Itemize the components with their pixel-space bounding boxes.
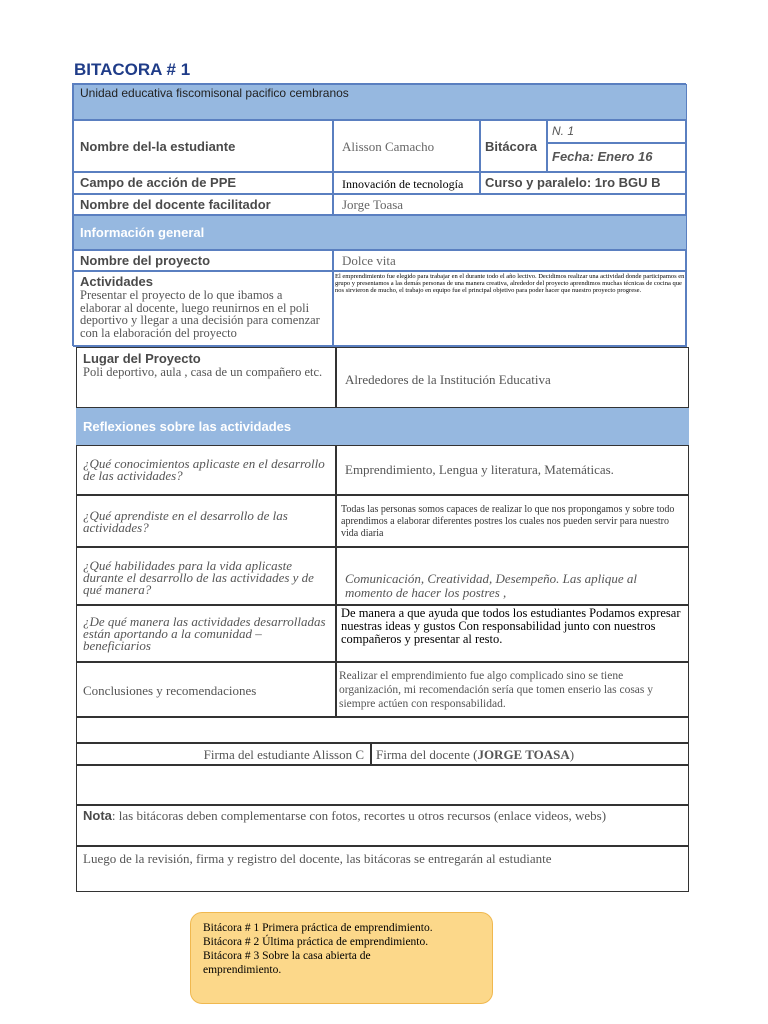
callout-line: Bitácora # 2 Última práctica de emprendimiento.: [203, 936, 429, 948]
course-label: Curso y paralelo: 1ro BGU B: [485, 175, 661, 190]
bitacora-label-cell: [480, 120, 547, 172]
student-label-cell: [73, 120, 333, 172]
note-label: Nota: [83, 808, 112, 823]
project-value-cell: [333, 250, 687, 271]
note-cell: [76, 805, 689, 846]
field-value: Innovación de tecnología: [342, 177, 464, 191]
question-4: ¿De qué manera las actividades desarrolladas están aportando a la comunidad – beneficiarios: [83, 614, 326, 653]
review-cell: [76, 846, 689, 892]
field-label-cell: [73, 172, 333, 194]
place-label: Lugar del Proyecto: [83, 351, 201, 366]
student-signature: Firma del estudiante Alisson C: [203, 747, 364, 762]
student-value-cell: [333, 120, 480, 172]
activities-value-cell: [333, 271, 687, 347]
project-value: Dolce vita: [342, 253, 396, 268]
project-label: Nombre del proyecto: [80, 253, 211, 268]
student-label: Nombre del-la estudiante: [80, 139, 236, 154]
teacher-value-cell: [333, 194, 687, 215]
reflections-label: Reflexiones sobre las actividades: [83, 419, 292, 434]
teacher-signature-name: JORGE TOASA: [477, 747, 570, 762]
general-info-header: [73, 215, 687, 250]
q3-cell: [76, 547, 336, 605]
question-2: ¿Qué aprendiste en el desarrollo de las actividades?: [83, 508, 288, 535]
teacher-label: Nombre del docente facilitador: [80, 197, 271, 212]
place-value: Alrededores de la Institución Educativa: [345, 372, 551, 387]
page-title: BITACORA # 1: [74, 60, 191, 79]
q2-cell: [76, 495, 336, 547]
place-description: Poli deportivo, aula , casa de un compañero etc.: [83, 365, 323, 379]
activities-label-cell: [73, 271, 333, 347]
details-table: [76, 347, 689, 892]
project-label-cell: [73, 250, 333, 271]
review-text: Luego de la revisión, firma y registro del docente, las bitácoras se entregarán al estudiante: [83, 851, 552, 866]
teacher-signature-prefix: Firma del docente (: [376, 747, 478, 762]
note-text: : las bitácoras deben complementarse con fotos, recortes u otros recursos (enlace videos, webs): [111, 808, 607, 823]
question-1: ¿Qué conocimientos aplicaste en el desarrollo de las actividades?: [83, 456, 325, 483]
conclusions-value: Realizar el emprendimiento fue algo complicado sino se tiene organización, mi recomendación sería que tomen enserio las cosas y siempre actúen con responsabilidad.: [339, 670, 654, 710]
institution-row: [73, 84, 687, 120]
institution-name: Unidad educativa fiscomisonal pacifico cembranos: [80, 86, 349, 100]
callout-line: Bitácora # 3 Sobre la casa abierta de: [203, 950, 371, 962]
answer-4: De manera a que ayuda que todos los estudiantes Podamos expresar nuestras ideas y gustos Con responsabilidad junto con nuestros compañeros y presentar al resto.: [341, 606, 681, 646]
bitacora-list-callout: [190, 912, 493, 1004]
general-info-label: Información general: [80, 225, 205, 240]
field-label: Campo de acción de PPE: [80, 175, 237, 190]
answer-3: Comunicación, Creatividad, Desempeño. Las aplique al momento de hacer los postres ,: [345, 571, 637, 600]
header-table: [72, 83, 686, 346]
callout-line: Bitácora # 1 Primera práctica de emprendimiento.: [203, 922, 433, 934]
activities-value: El emprendimiento fue elegido para trabajar en el durante todo el año lectivo. Decidimos realizar una actividad donde participamos en grupo y presentamos a las demás personas de una manera creativa, alrededor del proyecto aprendimos muchas técnicas de cocina que nos sirvieron de mucho, el trabajo en equipo fue el principal objetivo para poder hacer que nuestro proyecto progrese.: [335, 273, 685, 294]
a2-cell: [336, 495, 689, 547]
student-signature-cell: [76, 743, 371, 765]
conclusions-value-cell: [336, 662, 689, 717]
q1-cell: [76, 445, 336, 495]
teacher-signature-suffix: ): [569, 747, 575, 762]
blank-row-2: [76, 765, 689, 805]
student-value: Alisson Camacho: [342, 139, 435, 154]
answer-1: Emprendimiento, Lengua y literatura, Matemáticas.: [345, 462, 614, 477]
place-label-cell: [76, 347, 336, 408]
field-value-cell: [333, 172, 480, 194]
callout-line: emprendimiento.: [203, 964, 282, 976]
activities-description: Presentar el proyecto de lo que ibamos a elaborar al docente, luego reunirnos en el poli deportivo y llegar a una decisión para comenzar con la elaboración del proyecto: [80, 288, 320, 340]
answer-2: Todas las personas somos capaces de realizar lo que nos propongamos y sobre todo aprendimos a elaborar diferentes postres los cuales nos pueden servir para nuestro vida diaria: [341, 504, 675, 539]
course-cell: [480, 172, 687, 194]
q4-cell: [76, 605, 336, 662]
reflections-header: [76, 408, 689, 445]
teacher-value: Jorge Toasa: [342, 197, 404, 212]
a4-cell: [336, 605, 689, 662]
activities-label: Actividades: [80, 274, 153, 289]
bitacora-label: Bitácora: [485, 139, 538, 154]
place-value-cell: [336, 347, 689, 408]
bitacora-number: N. 1: [552, 124, 575, 138]
a3-cell: [336, 547, 689, 605]
conclusions-label: Conclusiones y recomendaciones: [83, 683, 257, 698]
bitacora-number-cell: [547, 120, 687, 143]
blank-row-1: [76, 717, 689, 743]
question-3: ¿Qué habilidades para la vida aplicaste durante el desarrollo de las actividades y de qué manera?: [83, 558, 314, 597]
teacher-label-cell: [73, 194, 333, 215]
teacher-signature-cell: [371, 743, 689, 765]
conclusions-label-cell: [76, 662, 336, 717]
a1-cell: [336, 445, 689, 495]
bitacora-date: Fecha: Enero 16: [552, 149, 653, 164]
bitacora-date-cell: [547, 143, 687, 172]
